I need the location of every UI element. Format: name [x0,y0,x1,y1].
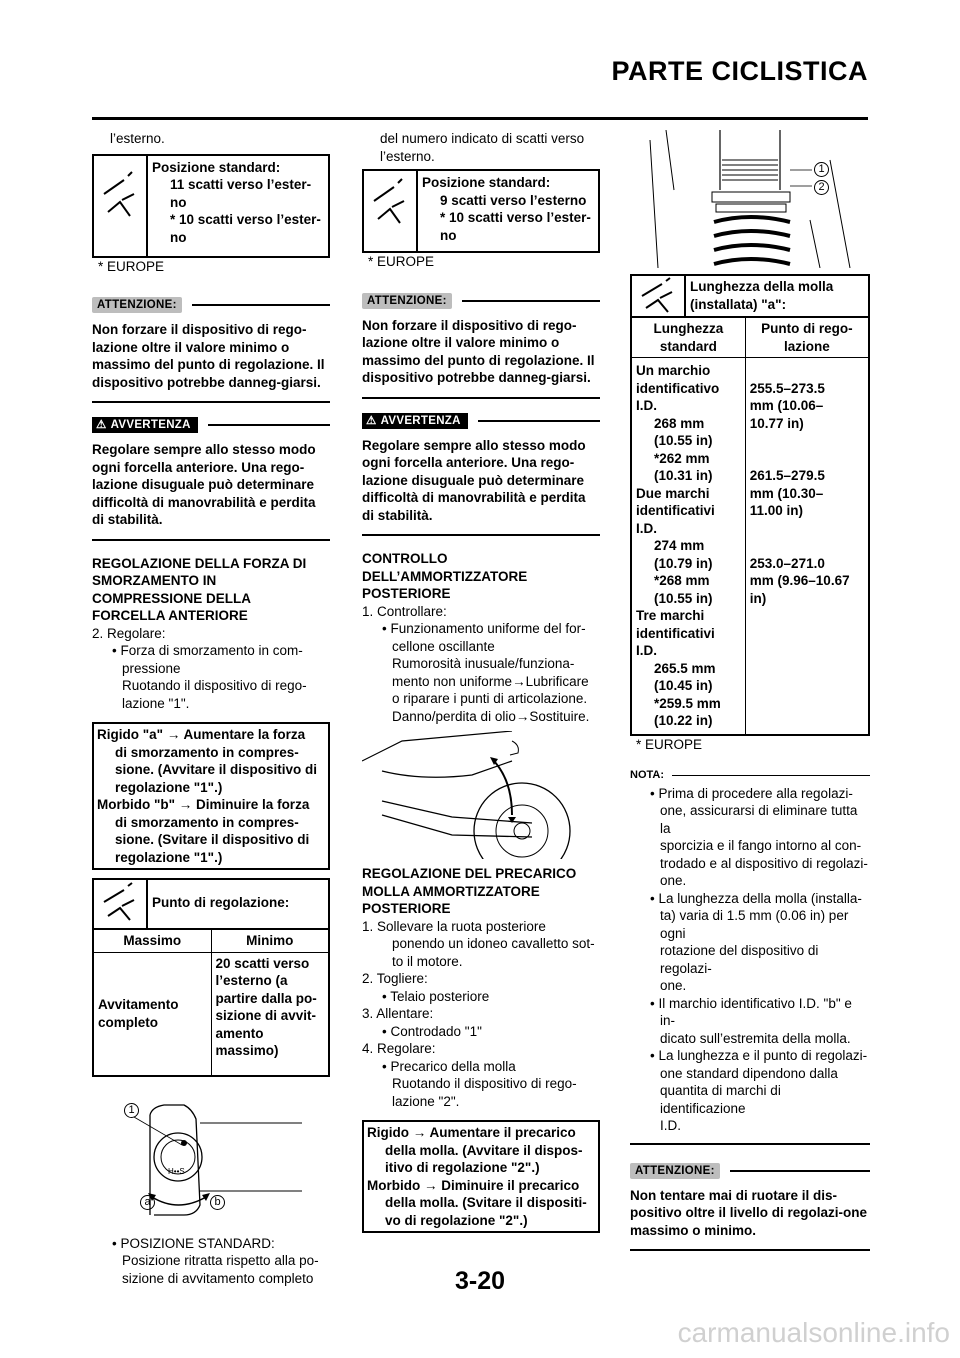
attention-badge: ATTENZIONE: [92,297,182,313]
step: 3. Allentare: [362,1006,434,1021]
warning-badge: ⚠ AVVERTENZA [92,417,198,433]
swingarm-figure [362,731,600,859]
point-title: Punto di regolazione: [152,895,290,910]
callout-1: 1 [124,1103,139,1118]
wrench-icon [632,276,686,316]
header-rule [92,117,868,120]
column-3 [630,130,870,1251]
nota-header [630,767,870,785]
warning-text: Regolare sempre allo stesso modo ogni forcella anteriore. Una rego-lazione disuguale può determinare difficoltà di manovrabilità e perdita di stabilità. [362,429,600,537]
adjustment-range-cell: 255.5–273.5 mm (10.06– 10.77 in) 261.5–279.5 mm (10.30– 11.00 in) 253.0–271.0 mm (9.96–10.67 in) [749,380,850,606]
bullet-1-cont: pressione [122,660,181,676]
arrow-icon: → [512,673,526,689]
attention-text: Non forzare il dispositivo di rego-lazione oltre il valore minimo o massimo del punto di regolazione. Il dispositivo potrebbe danneg-giarsi. [92,313,330,403]
intro-text: l’esterno. [110,131,165,146]
callout-1: 1 [814,162,829,177]
callout-2: 2 [814,180,829,195]
bullet: • Precarico della molla [382,1058,516,1074]
spec-line-2: 11 scatti verso l’ester- [170,177,312,192]
spec-box [362,169,600,253]
std-bullet-cont: sizione di avvitamento completo [122,1270,314,1286]
col-header-min: Minimo [246,933,294,948]
bullet: • Telaio posteriore [382,988,490,1004]
step-2: 2. Regolare: [92,625,166,641]
bullet: • Controdado "1" [382,1023,482,1039]
callout-a: a [140,1195,155,1210]
wrench-icon [94,156,148,256]
nota-list: • Prima di procedere alla regolazi- one, assicurarsi di eliminare tutta la sporcizia e il fango intorno al con- trodado e al dispositivo di regolazi- one. • La lunghezza della molla (installa- ta) varia di 1.5 mm (0.06 in) per ogni rotazione del dispositivo di regolazi- one. • Il marchio identificativo I.D. "b" e in- dicato sull’estremita della molla. • La lunghezza e il punto di regolazi- one standard dipendono dalla quantita di marchi di identificazione I.D. [630,785,870,1145]
spec-line-1: Posizione standard: [152,159,281,175]
warning-badge: ⚠ AVVERTENZA [362,413,468,429]
std-bullet: • POSIZIONE STANDARD: [112,1235,275,1251]
bullet-1-cont: lazione "1". [122,695,190,711]
spec-line-5: no [170,229,187,245]
page-header-title: PARTE CICLISTICA [611,56,868,86]
section-title: REGOLAZIONE DEL PRECARICO MOLLA AMMORTIZZATORE POSTERIORE [362,866,577,916]
step: 2. Togliere: [362,971,428,986]
col-header-range: Punto di rego- lazione [761,321,853,354]
hs-marking: H••S [168,1166,185,1176]
bullet-cont: lazione "2". [392,1093,460,1109]
section-title: REGOLAZIONE DELLA FORZA DI SMORZAMENTO IN COMPRESSIONE DELLA FORCELLA ANTERIORE [92,555,307,623]
bullet-1: • Forza di smorzamento in com- [112,643,303,658]
arrow-icon: → [412,1125,427,1140]
intro-text: del numero indicato di scatti verso [380,131,585,146]
bullet-cont: cellone oscillante [392,638,495,654]
spec-line-1: Posizione standard: [422,175,551,190]
spec-box [92,154,330,258]
footer-watermark[interactable]: carmanualsonline.info [677,1317,950,1348]
arrow-icon: → [178,797,193,812]
arrow-icon: → [515,708,530,724]
step-cont: to il motore. [392,953,463,969]
min-value: 20 scatti verso l’esterno (a partire dalla po-sizione di avvit-amento massimo) [215,955,317,1058]
col-header-standard: Lunghezza standard [632,318,745,358]
step-cont: ponendo un idoneo cavalletto sot- [392,936,595,951]
fork-adjuster-figure [92,1095,330,1225]
spec-line-3: * 10 scatti verso l’ester- [440,210,591,225]
std-bullet-cont: Posizione ritratta rispetto alla po- [122,1253,319,1268]
adjustment-point-box [92,878,330,1077]
europe-note: * EUROPE [368,254,435,269]
col-header-max: Massimo [94,930,211,952]
adjustment-box: Rigido "a" → Aumentare la forza di smorzamento in compres- sione. (Avvitare il dispositivo di regolazione "1".) Morbido "b" → Diminuire la forza di smorzamento in compres- sione. (Svitare il dispositivo di regolazione "1".) [92,722,330,870]
spec-line-4: * 10 scatti verso l’ester- [170,212,321,227]
nota-badge: NOTA: [630,769,665,781]
column-2 [362,130,600,1233]
spring-length-box [630,274,870,736]
spec-line-3: no [170,194,187,210]
column-1 [92,130,330,1287]
arrow-icon: → [166,727,181,742]
bullet-1-cont: Ruotando il dispositivo di rego- [122,678,307,693]
bullet-cont: mento non uniforme→Lubrificare [392,673,589,689]
attention-badge: ATTENZIONE: [630,1163,720,1179]
warning-header [362,413,600,429]
bullet-cont: Danno/perdita di olio→Sostituire. [392,708,590,724]
warning-triangle-icon: ⚠ [96,419,107,431]
bullet-cont: o riparare i punti di articolazione. [392,691,588,706]
arrow-icon: → [424,1177,438,1193]
step: 1. Sollevare la ruota posteriore [362,918,546,934]
step-1: 1. Controllare: [362,603,447,619]
max-value: Avvitamento completo [94,952,211,1075]
attention-header [362,293,600,309]
wrench-icon [364,171,418,251]
page-number: 3-20 [454,1267,506,1295]
warning-triangle-icon: ⚠ [366,414,377,427]
spec-line-2: 9 scatti verso l’esterno [440,192,587,208]
section-title: CONTROLLO DELL’AMMORTIZZATORE POSTERIORE [362,551,528,601]
shock-spring-figure [630,130,870,268]
attention-text: Non forzare il dispositivo di rego-lazione oltre il valore minimo o massimo del punto di regolazione. Il dispositivo potrebbe danneg-giarsi. [362,309,600,399]
callout-b: b [210,1195,225,1210]
spec-line-4: no [440,227,457,243]
spring-title: (installata) "a": [690,296,787,312]
attention-header [630,1163,870,1179]
standard-length-cell: Un marchio identificativo I.D. 268 mm (10.55 in) *262 mm (10.31 in) Due marchi identificativi I.D. 274 mm (10.79 in) *268 mm (10.55 in) Tre marchi identificativi I.D. 265.5 mm (10.45 in) *259.5 mm (10.22 in) [632,358,745,734]
europe-note: * EUROPE [98,258,165,274]
spring-title: Lunghezza della molla [690,279,834,294]
step: 4. Regolare: [362,1041,436,1056]
bullet-cont: Ruotando il dispositivo di rego- [392,1076,577,1091]
europe-note: * EUROPE [636,736,703,752]
bullet: • Funzionamento uniforme del for- [382,621,586,636]
attention-header [92,297,330,313]
warning-text: Regolare sempre allo stesso modo ogni forcella anteriore. Una rego-lazione disuguale può determinare difficoltà di manovrabilità e perdita di stabilità. [92,433,330,541]
bullet-cont: Rumorosità inusuale/funziona- [392,656,575,671]
preload-adjustment-box: Rigido → Aumentare il precarico della molla. (Avvitare il dispos- itivo di regolazione "2".) Morbido → Diminuire il precarico della molla. (Svitare il dispositi- vo di regolazione "2".) [362,1120,600,1233]
attention-text: Non tentare mai di ruotare il dis-positivo oltre il livello di regolazi-one massimo o minimo. [630,1179,870,1252]
attention-badge: ATTENZIONE: [362,293,452,309]
warning-header [92,417,330,433]
intro-text: l’esterno. [380,148,435,164]
wrench-icon [94,880,148,928]
